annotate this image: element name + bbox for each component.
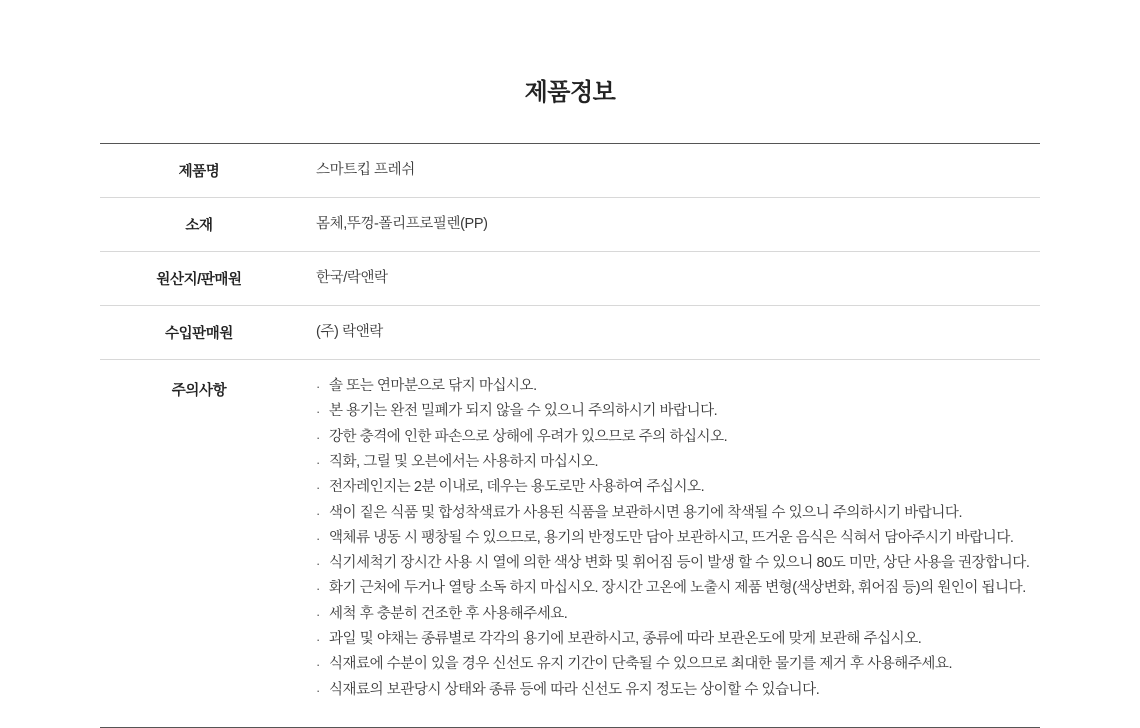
notice-text: 식기세척기 장시간 사용 시 열에 의한 색상 변화 및 휘어짐 등이 발생 할 수 있으니 80도 미만, 상단 사용을 권장합니다. bbox=[329, 555, 1030, 572]
spec-label-notice: 주의사항 bbox=[171, 383, 227, 400]
notice-text: 솔 또는 연마분으로 닦지 마십시오. bbox=[329, 378, 537, 395]
list-item bbox=[316, 450, 1034, 475]
table-row bbox=[100, 198, 1040, 252]
list-item bbox=[316, 425, 1034, 450]
bullet-icon: · bbox=[316, 480, 320, 496]
notice-text: 액체류 냉동 시 팽창될 수 있으므로, 용기의 반정도만 담아 보관하시고, 뜨거운 음식은 식혀서 담아주시기 바랍니다. bbox=[329, 529, 1014, 546]
list-item bbox=[316, 627, 1034, 652]
bullet-icon: · bbox=[316, 556, 320, 572]
notice-text: 식재료의 보관당시 상태와 종류 등에 따라 신선도 유지 정도는 상이할 수 있습니다. bbox=[329, 681, 820, 698]
bullet-icon: · bbox=[316, 581, 320, 597]
bullet-icon: · bbox=[316, 606, 320, 622]
table-row bbox=[100, 144, 1040, 198]
page-title: 제품정보 bbox=[524, 79, 616, 106]
table-row bbox=[100, 306, 1040, 360]
notice-text: 본 용기는 완전 밀폐가 되지 않을 수 있으니 주의하시기 바랍니다. bbox=[329, 403, 718, 420]
spec-label-material: 소재 bbox=[185, 218, 213, 235]
notice-list bbox=[316, 374, 1034, 703]
spec-value-importer: (주) 락앤락 bbox=[316, 324, 383, 341]
notice-text: 세척 후 충분히 건조한 후 사용해주세요. bbox=[329, 605, 568, 622]
list-item bbox=[316, 374, 1034, 399]
bullet-icon: · bbox=[316, 404, 320, 420]
bullet-icon: · bbox=[316, 379, 320, 395]
list-item bbox=[316, 399, 1034, 424]
bullet-icon: · bbox=[316, 454, 320, 470]
bullet-icon: · bbox=[316, 530, 320, 546]
list-item bbox=[316, 652, 1034, 677]
list-item bbox=[316, 576, 1034, 601]
bullet-icon: · bbox=[316, 632, 320, 648]
notice-text: 전자레인지는 2분 이내로, 데우는 용도로만 사용하여 주십시오. bbox=[329, 479, 705, 496]
list-item bbox=[316, 678, 1034, 703]
notice-text: 화기 근처에 두거나 열탕 소독 하지 마십시오. 장시간 고온에 노출시 제품 변형(색상변화, 휘어짐 등)의 원인이 됩니다. bbox=[329, 580, 1026, 597]
bullet-icon: · bbox=[316, 429, 320, 445]
spec-value-product-name: 스마트킵 프레쉬 bbox=[316, 162, 415, 178]
notice-text: 직화, 그릴 및 오븐에서는 사용하지 마십시오. bbox=[329, 453, 599, 470]
bullet-icon: · bbox=[316, 682, 320, 698]
spec-value-origin-seller: 한국/락앤락 bbox=[316, 270, 388, 287]
list-item bbox=[316, 526, 1034, 551]
notice-text: 색이 짙은 식품 및 합성착색료가 사용된 식품을 보관하시면 용기에 착색될 수 있으니 주의하시기 바랍니다. bbox=[329, 504, 963, 521]
spec-value-notice bbox=[298, 360, 1040, 728]
table-row-notice bbox=[100, 360, 1040, 728]
product-spec-table bbox=[100, 143, 1040, 728]
bullet-icon: · bbox=[316, 505, 320, 521]
list-item bbox=[316, 551, 1034, 576]
spec-value-material: 몸체,뚜껑-폴리프로필렌(PP) bbox=[316, 216, 488, 233]
spec-label-product-name: 제품명 bbox=[178, 164, 220, 180]
notice-text: 식재료에 수분이 있을 경우 신선도 유지 기간이 단축될 수 있으므로 최대한 물기를 제거 후 사용해주세요. bbox=[329, 656, 953, 673]
table-row bbox=[100, 252, 1040, 306]
spec-label-importer: 수입판매원 bbox=[164, 326, 234, 343]
list-item bbox=[316, 501, 1034, 526]
notice-text: 과일 및 야채는 종류별로 각각의 용기에 보관하시고, 종류에 따라 보관온도에 맞게 보관해 주십시오. bbox=[329, 631, 922, 648]
list-item bbox=[316, 475, 1034, 500]
list-item bbox=[316, 602, 1034, 627]
bullet-icon: · bbox=[316, 657, 320, 673]
spec-label-origin-seller: 원산지/판매원 bbox=[156, 272, 242, 289]
notice-text: 강한 충격에 인한 파손으로 상해에 우려가 있으므로 주의 하십시오. bbox=[329, 428, 728, 445]
